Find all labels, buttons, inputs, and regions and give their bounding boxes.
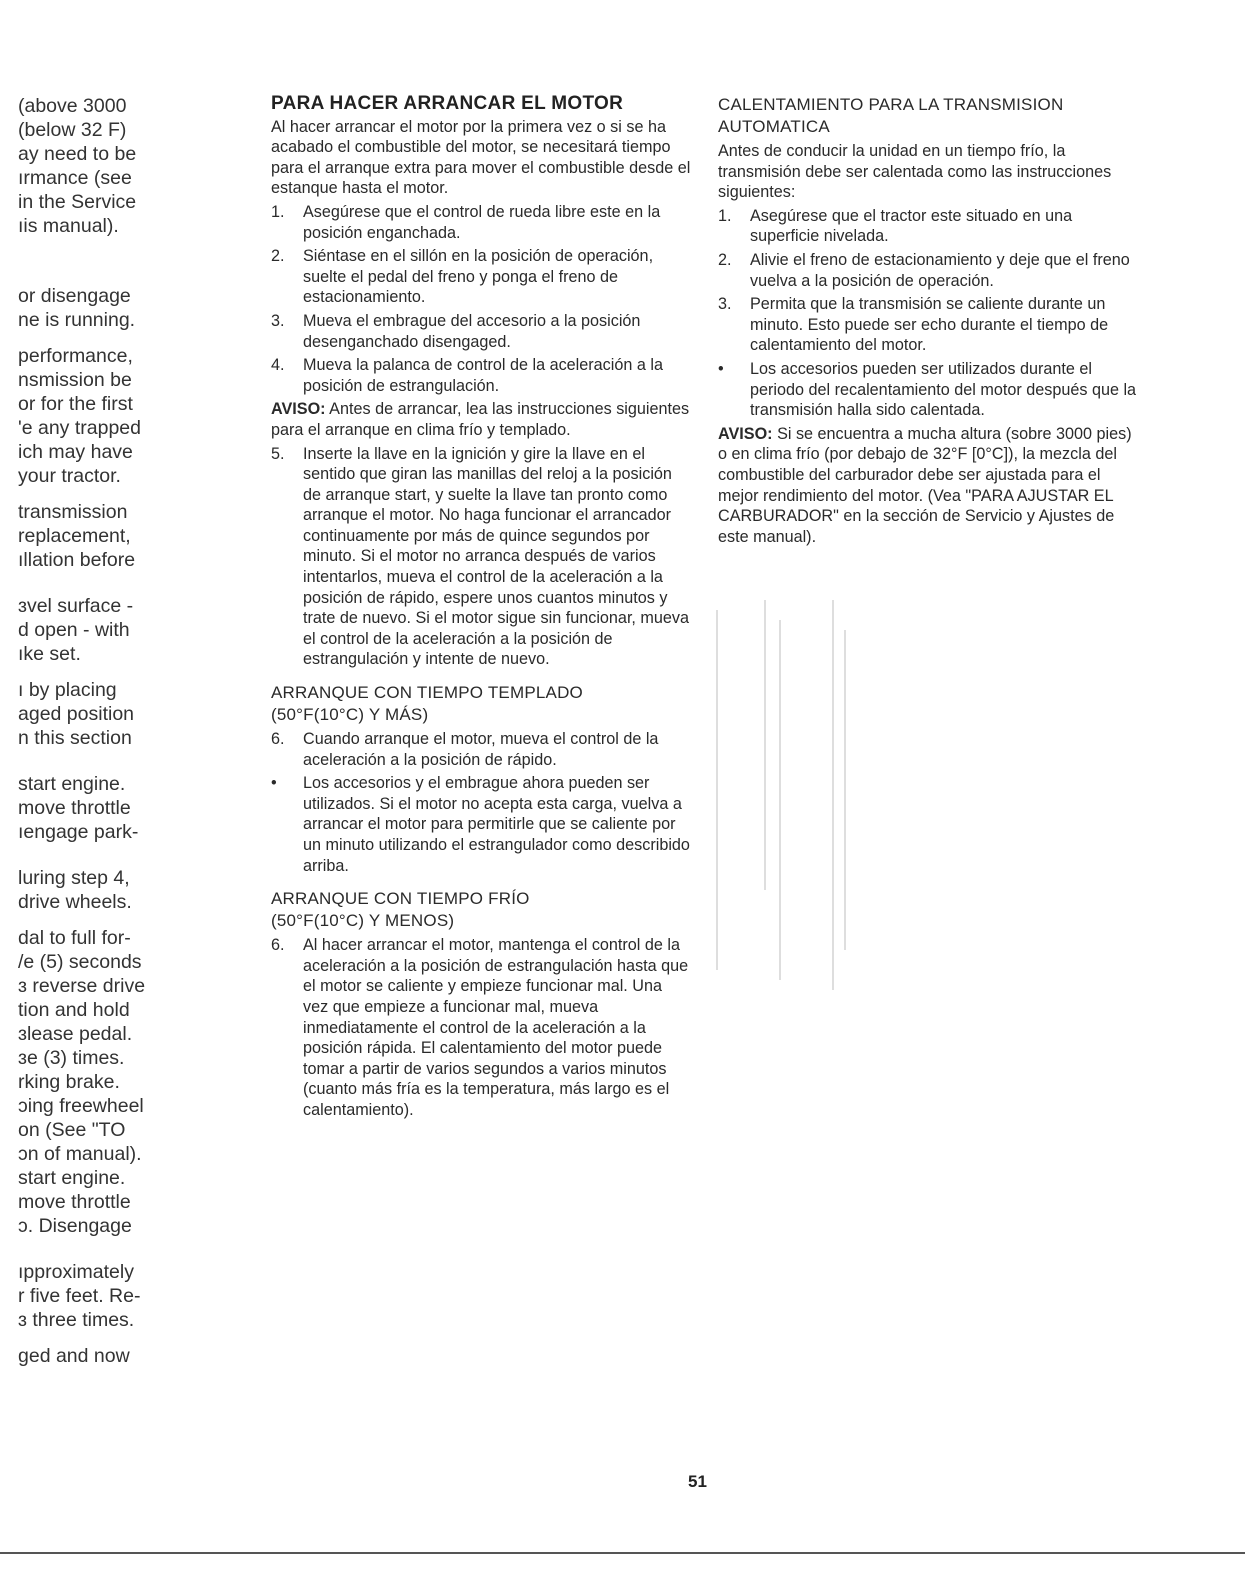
fragment-line: ıengage park- xyxy=(18,821,139,843)
middle-column xyxy=(271,94,691,1124)
intro-paragraph: Antes de conducir la unidad en un tiempo frío, la transmisión debe ser calentada como las instrucciones siguientes: xyxy=(718,142,1112,202)
step-text: Asegúrese que el tractor este situado en una superficie nivelada. xyxy=(750,206,1073,246)
notice-label: AVISO: xyxy=(718,424,773,443)
fragment-group xyxy=(18,1344,168,1368)
section-title-transmission-warmup xyxy=(718,94,1138,138)
step-item xyxy=(271,935,691,1120)
fragment-line: move throttle xyxy=(18,1191,131,1213)
fragment-line: rking brake. xyxy=(18,1071,120,1093)
fragment-group xyxy=(18,1260,168,1332)
step-text: Alivie el freno de estacionamiento y deje que el freno vuelva a la posición de operación. xyxy=(750,250,1130,290)
notice-paragraph xyxy=(271,399,691,440)
fragment-line: ıke set. xyxy=(18,643,81,665)
bullet-item xyxy=(718,359,1138,421)
subheading-line: ARRANQUE CON TIEMPO FRÍO xyxy=(271,889,530,909)
fragment-line: (above 3000 xyxy=(18,95,127,117)
fragment-group xyxy=(18,1094,168,1166)
fragment-line: ɜvel surface - xyxy=(18,595,134,617)
step-number: 5. xyxy=(271,444,285,463)
step-item xyxy=(271,355,691,396)
bullet-text: Los accesorios y el embrague ahora pueden ser utilizados. Si el motor no acepta esta carga, vuelva a arrancar el motor para permitirle que se caliente por un minuto utilizando el estrangulador como describido arriba. xyxy=(303,774,690,875)
fragment-line: luring step 4, xyxy=(18,867,130,889)
step-item xyxy=(271,246,691,308)
subheading-line: (50°F(10°C) Y MENOS) xyxy=(271,911,455,931)
fragment-group xyxy=(18,1070,168,1094)
notice-label: AVISO: xyxy=(271,400,326,419)
bullet-text: Los accesorios pueden ser utilizados durante el periodo del recalentamiento del motor después que la transmisión halla sido calentada. xyxy=(750,359,1137,420)
subheading-line: CALENTAMIENTO PARA LA TRANSMISION xyxy=(718,95,1064,114)
step-number: 1. xyxy=(271,202,285,221)
fragment-line: ıis manual). xyxy=(18,215,119,237)
step-item xyxy=(718,206,1138,247)
step-number: 2. xyxy=(271,247,285,266)
step-item xyxy=(718,294,1138,356)
section-title-start-engine: PARA HACER ARRANCAR EL MOTOR xyxy=(271,93,624,114)
fragment-line: transmission xyxy=(18,501,128,523)
fragment-line: ɜe (3) times. xyxy=(18,1047,125,1069)
step-number: 4. xyxy=(271,356,285,375)
step-number: 3. xyxy=(271,311,285,330)
step-item xyxy=(718,250,1138,291)
fragment-line: ɔn of manual). xyxy=(18,1143,142,1165)
fragment-line: n this section xyxy=(18,727,132,749)
fragment-line: in the Service xyxy=(18,191,137,213)
fragment-line: 'e any trapped xyxy=(18,417,141,439)
step-text: Asegúrese que el control de rueda libre este en la posición enganchada. xyxy=(303,202,661,242)
fragment-line: replacement, xyxy=(18,525,131,547)
step-text: Permita que la transmisión se caliente durante un minuto. Esto puede ser echo durante el tiempo de calentamiento del motor. xyxy=(750,295,1109,355)
fragment-line: start engine. xyxy=(18,773,126,795)
fragment-group xyxy=(18,678,168,750)
step-item xyxy=(271,444,691,671)
step-number: 6. xyxy=(271,936,285,955)
subheading-line: (50°F(10°C) Y MÁS) xyxy=(271,705,429,725)
step-number: 3. xyxy=(718,295,732,314)
fragment-line: d open - with xyxy=(18,619,130,641)
fragment-line: ı by placing xyxy=(18,679,117,701)
bullet-icon: • xyxy=(271,774,277,793)
fragment-line: ay need to be xyxy=(18,143,137,165)
scan-noise-marks xyxy=(705,590,965,990)
subheading-warm-weather xyxy=(271,682,691,726)
fragment-line: aged position xyxy=(18,703,135,725)
subheading-line: ARRANQUE CON TIEMPO TEMPLADO xyxy=(271,683,583,703)
fragment-group xyxy=(18,866,168,914)
notice-text: Antes de arrancar, lea las instrucciones siguientes para el arranque en clima frío y templado. xyxy=(271,400,690,439)
fragment-group xyxy=(18,594,168,666)
fragment-line: ırmance (see xyxy=(18,167,132,189)
fragment-line: tion and hold xyxy=(18,999,130,1021)
fragment-group xyxy=(18,772,168,844)
fragment-line: or disengage xyxy=(18,285,131,307)
fragment-line: ɜlease pedal. xyxy=(18,1023,133,1045)
step-number: 2. xyxy=(718,250,732,269)
fragment-line: ɜ three times. xyxy=(18,1309,135,1331)
fragment-line: performance, xyxy=(18,345,133,367)
subheading-cold-weather xyxy=(271,888,691,932)
fragment-line: ne is running. xyxy=(18,309,136,331)
fragment-line: dal to full for- xyxy=(18,927,131,949)
step-item xyxy=(271,729,691,770)
bullet-icon: • xyxy=(718,359,724,378)
fragment-line: r five feet. Re- xyxy=(18,1285,141,1307)
subheading-line: AUTOMATICA xyxy=(718,117,830,136)
fragment-group xyxy=(18,500,168,572)
fragment-group xyxy=(18,94,168,238)
right-column xyxy=(718,94,1138,550)
fragment-line: ıpproximately xyxy=(18,1261,134,1283)
fragment-group xyxy=(18,344,168,488)
intro-paragraph: Al hacer arrancar el motor por la primera vez o si se ha acabado el combustible del motor, se necesitará tiempo para el arranque extra para mover el combustible desde el estanque hasta el motor. xyxy=(271,117,691,198)
fragment-line: /e (5) seconds xyxy=(18,951,142,973)
fragment-line: on (See "TO xyxy=(18,1119,126,1141)
fragment-line: ɔ. Disengage xyxy=(18,1215,132,1237)
fragment-line: your tractor. xyxy=(18,465,121,487)
fragment-line: (below 32 F) xyxy=(18,119,127,141)
page-number: 51 xyxy=(688,1472,707,1491)
fragment-line: ich may have xyxy=(18,441,133,463)
bottom-rule xyxy=(0,1552,1245,1554)
fragment-line: ɔing freewheel xyxy=(18,1095,144,1117)
fragment-line: start engine. xyxy=(18,1167,126,1189)
fragment-line: ged and now xyxy=(18,1345,130,1367)
step-text: Mueva el embrague del accesorio a la posición desenganchado disengaged. xyxy=(303,311,641,351)
fragment-line: drive wheels. xyxy=(18,891,132,913)
notice-paragraph xyxy=(718,424,1138,548)
fragment-group xyxy=(18,284,168,332)
step-item xyxy=(271,311,691,352)
fragment-line: ɜ reverse drive xyxy=(18,975,146,997)
fragment-group xyxy=(18,1166,168,1238)
left-fragment-column xyxy=(18,94,168,1368)
step-text: Inserte la llave en la ignición y gire la llave en el sentido que giran las manillas del reloj a la posición de arranque start, y suelte la llave tan pronto como arranque el motor. No haga funcionar el arrancador continuamente por más de quince segundos por minuto. Si el motor no arranca después de varios intentarlos, mueva el control de la aceleración a la posición de rápido, espere unos cuantos minutos y trate de nuevo. Si el motor sigue sin funcionar, mueva el control de la aceleración a la posición de estrangulación y intente de nuevo. xyxy=(303,444,690,669)
step-item xyxy=(271,202,691,243)
bullet-item xyxy=(271,773,691,876)
step-text: Mueva la palanca de control de la aceleración a la posición de estrangulación. xyxy=(303,356,663,395)
fragment-line: move throttle xyxy=(18,797,131,819)
fragment-line: nsmission be xyxy=(18,369,132,391)
step-number: 1. xyxy=(718,206,732,225)
fragment-group xyxy=(18,926,168,1070)
step-text: Cuando arranque el motor, mueva el control de la aceleración a la posición de rápido. xyxy=(303,730,659,769)
fragment-line: or for the first xyxy=(18,393,133,415)
notice-text: Si se encuentra a mucha altura (sobre 3000 pies) o en clima frío (por debajo de 32°F [0°C]), la mezcla del combustible del carburador debe ser ajustada para el mejor rendimiento del motor. (Vea "PARA AJUSTAR EL CARBURADOR" en la sección de Servicio y Ajustes de este manual). xyxy=(718,424,1132,546)
step-text: Siéntase en el sillón en la posición de operación, suelte el pedal del freno y ponga el freno de estacionamiento. xyxy=(303,247,654,307)
step-number: 6. xyxy=(271,730,285,749)
fragment-line: ıllation before xyxy=(18,549,136,571)
step-text: Al hacer arrancar el motor, mantenga el control de la aceleración a la posición de estrangulación hasta que el motor se caliente y empieze funcionar mal. Una vez que empieze a funcionar mal, mueva inmediatamente el control de la aceleración a la posición rápida. El calentamiento del motor puede tomar a partir de varios segundos a varios minutos (cuanto más fría es la temperatura, más largo es el calentamiento). xyxy=(303,936,689,1119)
